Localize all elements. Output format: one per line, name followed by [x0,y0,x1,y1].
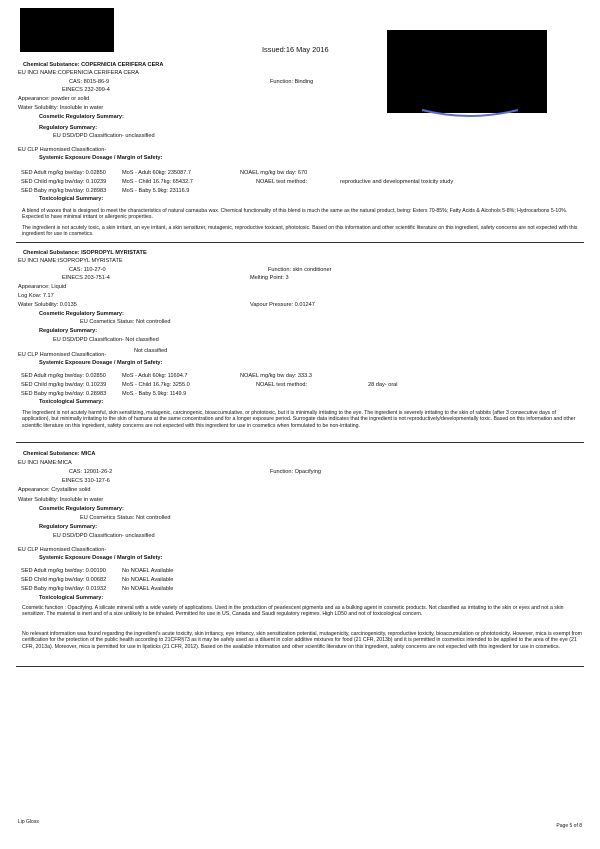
s1-reg-title: Regulatory Summary: [39,125,98,131]
s1-title: Chemical Substance: COPERNICIA CERIFERA CERA [23,62,164,68]
s3-water: Water Solubility: Insoluble in water [18,497,104,503]
s2-clp: EU CLP Harmonised Classification- [18,352,107,358]
s1-function: Function: Binding [270,79,314,85]
s3-mos-child: No NOAEL Available [122,577,174,583]
s2-appearance: Appearance: Liquid [18,284,67,290]
s2-title: Chemical Substance: ISOPROPYL MYRISTATE [23,250,147,256]
s1-sed-adult: SED Adult mg/kg bw/day: 0.02850 [21,170,106,176]
s3-title: Chemical Substance: MICA [23,451,96,457]
divider-1 [16,242,584,243]
s3-eu-status: EU Cosmetics Status: Not controlled [80,515,171,521]
s2-mos-adult: MoS - Adult 60kg: 11694.7 [122,373,188,379]
footer-page-number: Page 5 of 8 [556,823,582,829]
s2-inci: EU INCI NAME:ISOPROPYL MYRISTATE [18,258,123,264]
s3-clp: EU CLP Harmonised Classification- [18,547,107,553]
s1-noael: NOAEL mg/kg bw day: 670 [240,170,308,176]
footer-left: Lip Gloss [18,819,39,825]
s1-einecs: EINECS 232-399-4 [62,87,110,93]
s2-melting: Melting Point: 3 [250,275,289,281]
s3-sed-title: Systemic Exposure Dosage / Margin of Safety: [39,555,163,561]
s3-inci: EU INCI NAME:MICA [18,460,72,466]
s2-clp-value: Not classified [134,348,168,354]
s3-mos-baby: No NOAEL Available [122,586,174,592]
divider-3 [16,666,584,667]
s2-sed-adult: SED Adult mg/kg bw/day: 0.02850 [21,373,106,379]
s1-cas: CAS: 8015-86-9 [69,79,110,85]
s1-dsd: EU DSD/DPD Classification- unclassified [53,133,155,139]
s1-para-1: A blend of waxes that is designed to meet the characteristics of natural carnauba wax. Chemical functionality of this blend is much the same as the natural product, being: Esters 70-85%; Fatty Acids & Alcohols 5-8%; Hydrocarbons 5-10%. Expected to have minimal irritant or allergenic properties. [22,208,568,221]
s3-cas: CAS: 12001-26-2 [69,469,113,475]
s1-noael-study: reproductive and developmental toxicity study [340,179,454,185]
s2-sed-baby: SED Baby mg/kg bw/day: 0.28983 [21,391,107,397]
s1-sed-child: SED Child mg/kg bw/day: 0.10239 [21,179,107,185]
s1-water: Water Solubility: Insoluble in water [18,105,104,111]
s1-para-2: The ingredient is not acutely toxic, a skin irritant, an eye irritant, a skin sensitizer, mutagenic, reproductive toxicant, phototoxic. Based on this information and other scientific literature on this ingredient, safety concerns are not expected with this ingredient for use in cosmetics. [22,225,578,238]
s1-mos-baby: MoS - Baby 5.9kg: 23116.9 [122,188,190,194]
s1-sed-baby: SED Baby mg/kg bw/day: 0.28983 [21,188,107,194]
s3-reg-title: Regulatory Summary: [39,524,98,530]
s2-noael: NOAEL mg/kg bw day: 333.3 [240,373,312,379]
s1-noael-method: NOAEL test method: [256,179,308,185]
s3-tox-title: Toxicological Summary: [39,595,104,601]
s2-noael-study: 28 day- oral [368,382,398,388]
redacted-logo-left [20,8,114,52]
s3-para-1: Cosmetic function : Opacifying. A silicate mineral with a wide variety of applications. Used in the production of pearlescent pigments and as a bulking agent in cosmetic products. Not classified as irritating to the skin or eyes and not a skin sensitizer. The material is inert and of a size unlikely to be inhaled. Permitted for use in US, Canada and Saudi regulatory regimes. High LD50 and not of toxicological concern. [22,605,564,618]
s1-mos-adult: MoS - Adult 60kg: 235087.7 [122,170,192,176]
s2-cas: CAS: 110-27-0 [69,267,106,273]
s2-para-1: The ingredient is not acutely harmful, skin sensitizing, mutagenic, carcinogenic, bioaccumulative, or phototoxic, but it is minimally irritating to the eye. The ingredient is severely irritating to the skin of rabbits (after 3 consecutive days of application), but minimally irritating to the skin of humans at the same concentration and for a longer exposure period. Surrogate data indicates that the ingredient is not reproductively/developmentally toxic. Based on this information and other scientific literature on this ingredient, safety concerns are not expected with this ingredient for use in cosmetics when formulated to be non-irritating. [22,410,576,429]
s2-crs-title: Cosmetic Regulatory Summary: [39,311,124,317]
s2-vapour: Vapour Pressure: 0.01247 [250,302,315,308]
s2-eu-status: EU Cosmetics Status: Not controlled [80,319,171,325]
s1-crs-title: Cosmetic Regulatory Summary: [39,114,124,120]
divider-2 [16,442,584,443]
s2-noael-method: NOAEL test method: [256,382,308,388]
logo-swoosh-icon [420,108,520,120]
s3-function: Function: Opacifying [270,469,321,475]
s1-tox-title: Toxicological Summary: [39,196,104,202]
s2-water: Water Solubility: 0.0135 [18,302,77,308]
s3-crs-title: Cosmetic Regulatory Summary: [39,506,124,512]
s3-mos-adult: No NOAEL Available [122,568,174,574]
s1-clp: EU CLP Harmonised Classification- [18,147,107,153]
issued-date: Issued:16 May 2016 [262,45,329,54]
s2-reg-title: Regulatory Summary: [39,328,98,334]
s1-mos-child: MoS - Child 16.7kg: 65432.7 [122,179,193,185]
s3-dsd: EU DSD/DPD Classification- unclassified [53,533,155,539]
s1-inci: EU INCI NAME:COPERNICIA CERIFERA CERA [18,70,139,76]
s2-tox-title: Toxicological Summary: [39,399,104,405]
s2-sed-title: Systemic Exposure Dosage / Margin of Safety: [39,360,163,366]
s2-logkow: Log Kow: 7.17 [18,293,54,299]
s2-function: Function: skin conditioner [268,267,332,273]
s3-einecs: EINECS 310-127-6 [62,478,110,484]
s3-para-2: No relevant information was found regarding the ingredient's acute toxicity, skin irritancy, eye irritancy, skin sensitization potential, mutagenicity, carcinogenicity, reproductive toxicity, bioaccumulation or phototoxicity. However, mica is exempt from certification for the protection of the public health according to 21CFR§73 as it may be safely used as a diluent in color additive mixtures for food (21 CFR, 2013b) and it is permitted in cosmetics intended to be applied to the area of the eye (21 CFR, 2013a). Moreover, mica is permitted for use in lipsticks (21 CFR, 2012). Based on the available information and other scientific literature on this ingredient, safety concerns are not expected with this ingredient for use in cosmetics. [22,631,582,650]
s3-sed-baby: SED Baby mg/kg bw/day: 0.01932 [21,586,107,592]
s3-sed-child: SED Child mg/kg bw/day: 0.00682 [21,577,107,583]
redacted-logo-right [387,30,547,113]
s3-appearance: Appearance: Crystalline solid [18,487,91,493]
s3-sed-adult: SED Adult mg/kg bw/day: 0.00190 [21,568,106,574]
s2-einecs: EINECS 203-751-4 [62,275,110,281]
s2-mos-baby: MoS - Baby 5.9kg: 1149.9 [122,391,187,397]
s2-dsd: EU DSD/DPD Classification- Not classified [53,337,159,343]
s1-sed-title: Systemic Exposure Dosage / Margin of Safety: [39,155,163,161]
s2-sed-child: SED Child mg/kg bw/day: 0.10239 [21,382,107,388]
s1-appearance: Appearance: powder or solid [18,96,90,102]
s2-mos-child: MoS - Child 16.7kg: 3255.0 [122,382,190,388]
